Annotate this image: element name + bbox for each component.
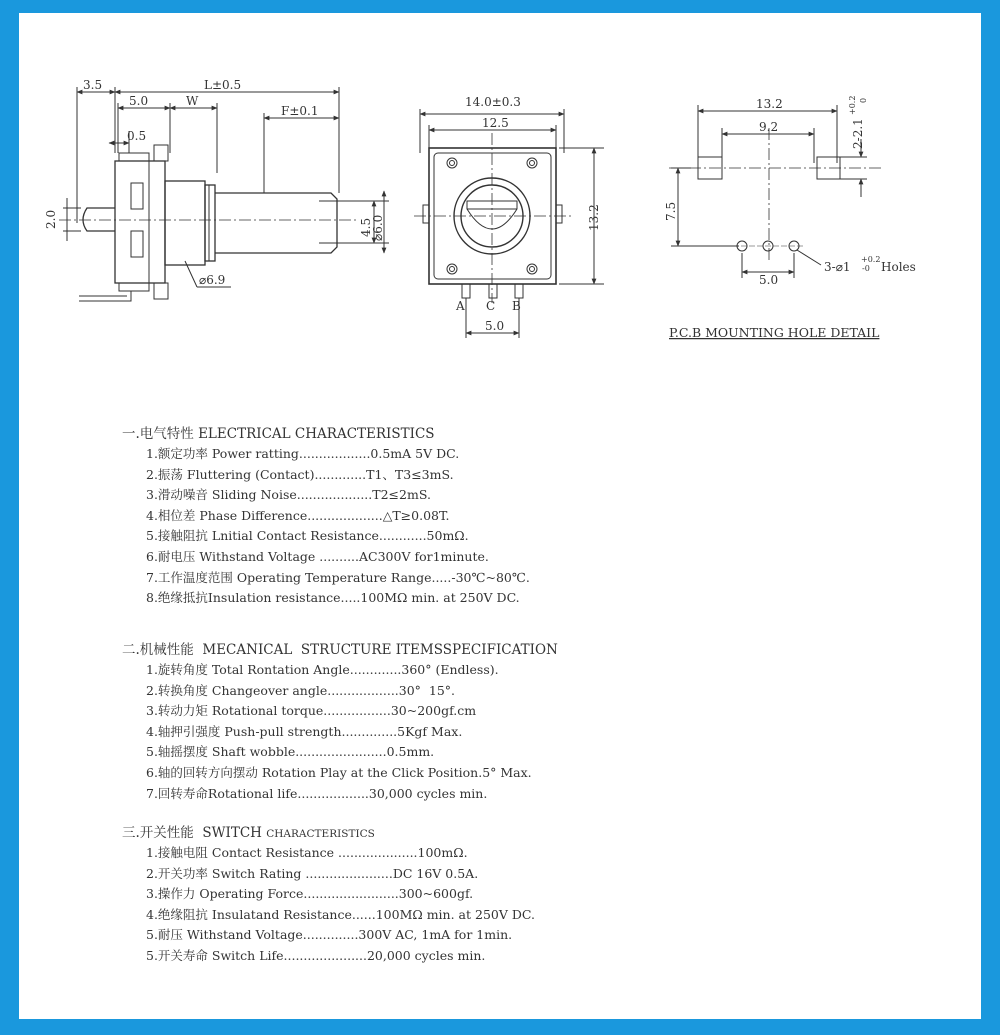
mechanical-item: 7.回转寿命Rotational life..................30,000 cycles min. — [146, 785, 488, 801]
dim-width-inner: 12.5 — [482, 116, 509, 130]
electrical-item: 4.相位差 Phase Difference...................△T≥0.08T. — [146, 507, 450, 523]
switch-item: 3.操作力 Operating Force........................300~600gf. — [146, 886, 474, 902]
switch-item: 5.耐压 Withstand Voltage..............300V AC, 1mA for 1min. — [146, 927, 513, 943]
mechanical-item: 4.轴押引强度 Push-pull strength..............5Kgf Max. — [146, 723, 463, 739]
switch-title — [122, 823, 535, 843]
dim-4-5: 4.5 — [359, 217, 373, 237]
front-view-labels — [455, 95, 601, 333]
mechanical-item: 1.旋转角度 Total Rontation Angle.............360° (Endless). — [146, 662, 499, 677]
mechanical-item: 6.轴的回转方向摆动 Rotation Play at the Click Position.5° Max. — [146, 764, 532, 780]
dim-row-offset-7-5: 7.5 — [664, 201, 678, 221]
pin-label-b: B — [512, 299, 521, 313]
dim-width-outer: 14.0±0.3 — [465, 95, 521, 109]
dim-5-0: 5.0 — [129, 94, 149, 108]
dim-3-5: 3.5 — [83, 78, 103, 92]
front-view — [414, 109, 604, 338]
dim-height: 13.2 — [587, 204, 601, 231]
dim-flat-f: F±0.1 — [281, 104, 319, 118]
holes-note-suffix: Holes — [881, 260, 916, 274]
mechanical-item: 5.轴摇摆度 Shaft wobble.......................0.5mm. — [146, 744, 435, 760]
dim-pin-pitch: 5.0 — [485, 319, 505, 333]
dim-diameter-6-9: ⌀6.9 — [199, 273, 226, 287]
electrical-item: 7.工作温度范围 Operating Temperature Range.....-30℃~80℃. — [146, 569, 530, 585]
electrical-item: 1.额定功率 Power ratting..................0.5mA 5V DC. — [146, 446, 460, 461]
side-view — [59, 87, 389, 301]
mechanical-drawing — [19, 13, 981, 373]
electrical-item: 6.耐电压 Withstand Voltage ..........AC300V for1minute. — [146, 548, 489, 564]
electrical-item: 5.接触阻抗 Lnitial Contact Resistance............50mΩ. — [146, 528, 469, 544]
electrical-item: 8.绝缘抵抗Insulation resistance.....100MΩ min. at 250V DC. — [146, 590, 520, 606]
switch-item: 1.接触电阻 Contact Resistance ....................100mΩ. — [146, 845, 468, 860]
holes-tol-lower: -0 — [862, 264, 870, 273]
dim-pad-tol-lower: 0 — [859, 97, 868, 103]
electrical-section — [122, 424, 530, 609]
switch-item: 2.开关功率 Switch Rating ......................DC 16V 0.5A. — [146, 865, 479, 881]
dim-diameter-6-0: ⌀6.0 — [371, 214, 385, 241]
switch-title-small: CHARACTERISTICS — [266, 828, 375, 840]
switch-item: 4.绝缘阻抗 Insulatand Resistance......100MΩ min. at 250V DC. — [146, 906, 535, 922]
dim-length: L±0.5 — [204, 78, 242, 92]
electrical-item: 2.振荡 Fluttering (Contact).............T1、T3≤3mS. — [146, 466, 454, 482]
dim-pad-spacing-9-2: 9.2 — [759, 120, 779, 134]
pcb-detail-labels — [664, 96, 916, 340]
dim-2-0: 2.0 — [44, 209, 58, 229]
switch-item: 5.开关寿命 Switch Life.....................20,000 cycles min. — [146, 947, 486, 963]
mechanical-item: 3.转动力矩 Rotational torque.................30~200gf.cm — [146, 703, 477, 719]
dim-pad-tol-upper: +0.2 — [848, 95, 857, 115]
dim-pad-height: 2-2.1 — [851, 118, 865, 149]
switch-section — [122, 823, 535, 967]
holes-note-prefix: 3-⌀1 — [824, 260, 851, 274]
electrical-title: 一.电气特性 ELECTRICAL CHARACTERISTICS — [122, 426, 435, 442]
mechanical-item: 2.转换角度 Changeover angle..................30° 15°. — [146, 682, 456, 698]
holes-tol-upper: +0.2 — [861, 255, 881, 264]
pcb-detail-caption: P.C.B MOUNTING HOLE DETAIL — [669, 325, 880, 340]
mechanical-section — [122, 640, 558, 804]
dim-width-w: W — [186, 94, 199, 108]
datasheet-page — [19, 13, 981, 1019]
dim-hole-pitch: 5.0 — [759, 273, 779, 287]
pin-label-a: A — [456, 299, 465, 313]
electrical-item: 3.滑动噪音 Sliding Noise...................T2≤2mS. — [146, 487, 431, 503]
dim-0-5: 0.5 — [127, 129, 147, 143]
switch-title-main: 三.开关性能 SWITCH — [122, 825, 262, 841]
mechanical-title: 二.机械性能 MECANICAL STRUCTURE ITEMSSPECIFICATION — [122, 642, 558, 658]
pin-label-c: C — [486, 299, 496, 313]
dim-pad-spacing-13-2: 13.2 — [756, 97, 783, 111]
